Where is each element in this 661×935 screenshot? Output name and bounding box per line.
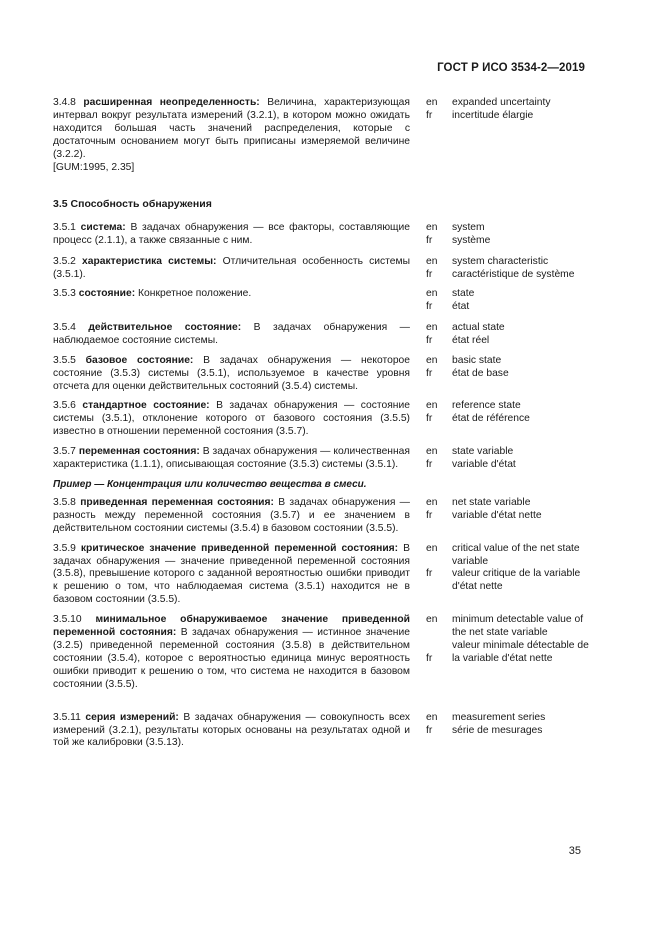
french-term: état de base [452, 367, 509, 379]
entry-number: 3.5.8 [53, 496, 76, 508]
english-term: state [452, 288, 475, 300]
page-number: 35 [568, 845, 581, 857]
entry-text: В задачах обнаружения — наблюдаемое состояние системы. [53, 321, 410, 346]
term-entry [53, 355, 593, 394]
entry-text: В задачах обнаружения — состояние системы (3.5.1), отклонение которого от базового состояния (3.5.5) известно в отношении переменной состояния (3.5.7). [53, 400, 410, 438]
translations [444, 614, 593, 691]
entry-number: 3.5.6 [53, 400, 76, 412]
entry-term: расширенная неопределенность: [83, 97, 260, 108]
french-term: système [452, 235, 491, 247]
entry-term: минимальное обнаруживаемое значение приведенной переменной состояния: [53, 614, 410, 639]
english-term: expanded uncertainty [452, 97, 551, 108]
entry-text: В задачах обнаружения — некоторое состояние (3.5.3) системы (3.5.1), используемое в качестве уровня отсчета для оценки действительных состояний (3.5.4) системы. [53, 354, 410, 392]
translations [444, 222, 593, 248]
entry-text: В задачах обнаружения — количественная характеристика (1.1.1), описывающая состояние (3.5.3) системы (3.5.1). [53, 446, 410, 471]
entry-term: действительное состояние: [88, 321, 242, 333]
entry-source: [GUM:1995, 2.35] [53, 161, 135, 173]
entry-number: 3.5.7 [53, 446, 76, 458]
entry-number: 3.5.5 [53, 354, 76, 366]
translations [444, 543, 593, 608]
entry-number: 3.5.3 [53, 288, 76, 300]
translations [444, 355, 593, 394]
term-entry [53, 614, 593, 691]
entry-term: критическое значение приведенной переменной состояния: [80, 542, 399, 554]
language-codes: en fr [426, 400, 438, 425]
entry-definition [53, 543, 418, 608]
translations [444, 256, 593, 282]
french-term: variable d'état [452, 459, 516, 471]
translations [444, 400, 593, 439]
english-term: system [452, 222, 485, 234]
entry-definition [53, 400, 418, 439]
english-term: reference state [452, 400, 521, 412]
english-term: basic state [452, 354, 502, 366]
english-term: measurement series [452, 711, 546, 723]
french-term: valeur minimale détectable de la variable d'état nette [452, 640, 589, 664]
entry-number: 3.5.1 [53, 222, 76, 234]
term-entry [53, 497, 593, 536]
entry-definition [53, 256, 418, 282]
entry-definition [53, 288, 418, 314]
term-entry [53, 543, 593, 608]
entry-definition [53, 355, 418, 394]
translations [444, 288, 593, 314]
term-entry [53, 222, 593, 248]
entry-number: 3.5.4 [53, 321, 76, 333]
language-codes: en fr [426, 288, 438, 312]
entry-definition [53, 222, 418, 248]
entry-text: В задачах обнаружения — значение приведенной переменной состояния (3.5.8), превышение которого с заданной вероятностью ошибки приводит к решению о том, что наблюдаемая система (3.5.1) находится не в базовом состоянии (3.5.5). [53, 542, 410, 606]
english-term: actual state [452, 321, 505, 333]
english-term: state variable [452, 446, 514, 458]
entry-definition [53, 712, 418, 751]
entry-term: стандартное состояние: [82, 400, 210, 412]
english-term: net state variable [452, 496, 531, 508]
language-codes: en fr [426, 97, 438, 121]
language-codes: en fr [426, 321, 438, 346]
example-note: Пример — Концентрация или количество вещества в смеси. [53, 478, 367, 490]
language-codes: en fr [426, 256, 438, 281]
term-entry [53, 288, 593, 314]
entry-term: базовое состояние: [85, 354, 194, 366]
english-term: critical value of the net state variable [452, 542, 580, 567]
entry-number: 3.4.8 [53, 97, 76, 108]
entry-term: переменная состояния: [78, 446, 200, 458]
french-term: série de mesurages [452, 724, 543, 736]
translations [444, 446, 593, 472]
entry-definition [53, 322, 418, 348]
entry-text: Отличительная особенность системы (3.5.1). [53, 256, 410, 281]
term-entry [53, 400, 593, 439]
french-term: état de référence [452, 413, 530, 425]
term-entry [53, 446, 593, 472]
entry-text: Конкретное положение. [138, 288, 252, 300]
entry-term: система: [80, 222, 126, 234]
entry-term: состояние: [78, 288, 136, 300]
term-entry [53, 712, 593, 751]
french-term: variable d'état nette [452, 509, 542, 521]
english-term: minimum detectable value of the net state variable [452, 614, 584, 639]
term-entry [53, 256, 593, 282]
document-header: ГОСТ Р ИСО 3534-2—2019 [437, 62, 585, 74]
french-term: incertitude élargie [452, 109, 534, 121]
term-entry [53, 97, 593, 174]
entry-term: приведенная переменная состояния: [80, 496, 274, 508]
entry-text: В задачах обнаружения — все факторы, составляющие процесс (2.1.1), а также связанные с ним. [53, 222, 410, 247]
french-term: caractéristique de système [452, 269, 575, 281]
translations [444, 712, 593, 751]
language-codes: en fr [426, 222, 438, 247]
french-term: état réel [452, 334, 490, 346]
entry-term: характеристика системы: [82, 256, 217, 268]
entry-term: серия измерений: [85, 711, 179, 723]
translations [444, 497, 593, 536]
language-codes: en fr [426, 614, 438, 664]
document-body [53, 97, 593, 750]
entry-text: Величина, характеризующая интервал вокруг результата измерений (3.2.1), в котором можно ожидать находится большая часть значений распределения, которые с достаточным основанием могут быть приписаны измеряемой величине (3.2.2). [53, 97, 410, 160]
entry-number: 3.5.2 [53, 256, 76, 268]
entry-definition [53, 614, 418, 691]
language-codes: en fr [426, 446, 438, 471]
section-title: 3.5 Способность обнаружения [53, 198, 212, 211]
entry-number: 3.5.9 [53, 542, 76, 554]
language-codes: en fr [426, 542, 438, 580]
term-entry [53, 322, 593, 348]
entry-text: В задачах обнаружения — совокупность всех измерений (3.2.1), результаты которых основаны на результатах одной и той же калибровки (3.5.13). [53, 711, 410, 749]
entry-definition [53, 97, 418, 174]
translations [444, 322, 593, 348]
entry-text: В задачах обнаружения — разность между переменной состояния (3.5.7) и ее значением в действительном состоянии системы (3.5.4) в базовом состоянии (3.5.5). [53, 496, 410, 534]
entry-definition [53, 497, 418, 536]
french-term: état [452, 300, 470, 312]
translations [444, 97, 593, 174]
language-codes: en fr [426, 711, 438, 736]
entry-text: В задачах обнаружения — истинное значение (3.2.5) приведенной переменной состояния (3.5.8) в действительном состоянии (3.5.4), которое с вероятностью единица минус вероятность ошибки приводит к решению о том, что система не находится в базовом состоянии (3.5.5). [53, 627, 410, 690]
language-codes: en fr [426, 496, 438, 521]
language-codes: en fr [426, 354, 438, 379]
english-term: system characteristic [452, 256, 549, 268]
entry-number: 3.5.11 [53, 711, 81, 723]
entry-number: 3.5.10 [53, 614, 82, 626]
french-term: valeur critique de la variable d'état nette [452, 568, 581, 593]
entry-definition [53, 446, 418, 472]
